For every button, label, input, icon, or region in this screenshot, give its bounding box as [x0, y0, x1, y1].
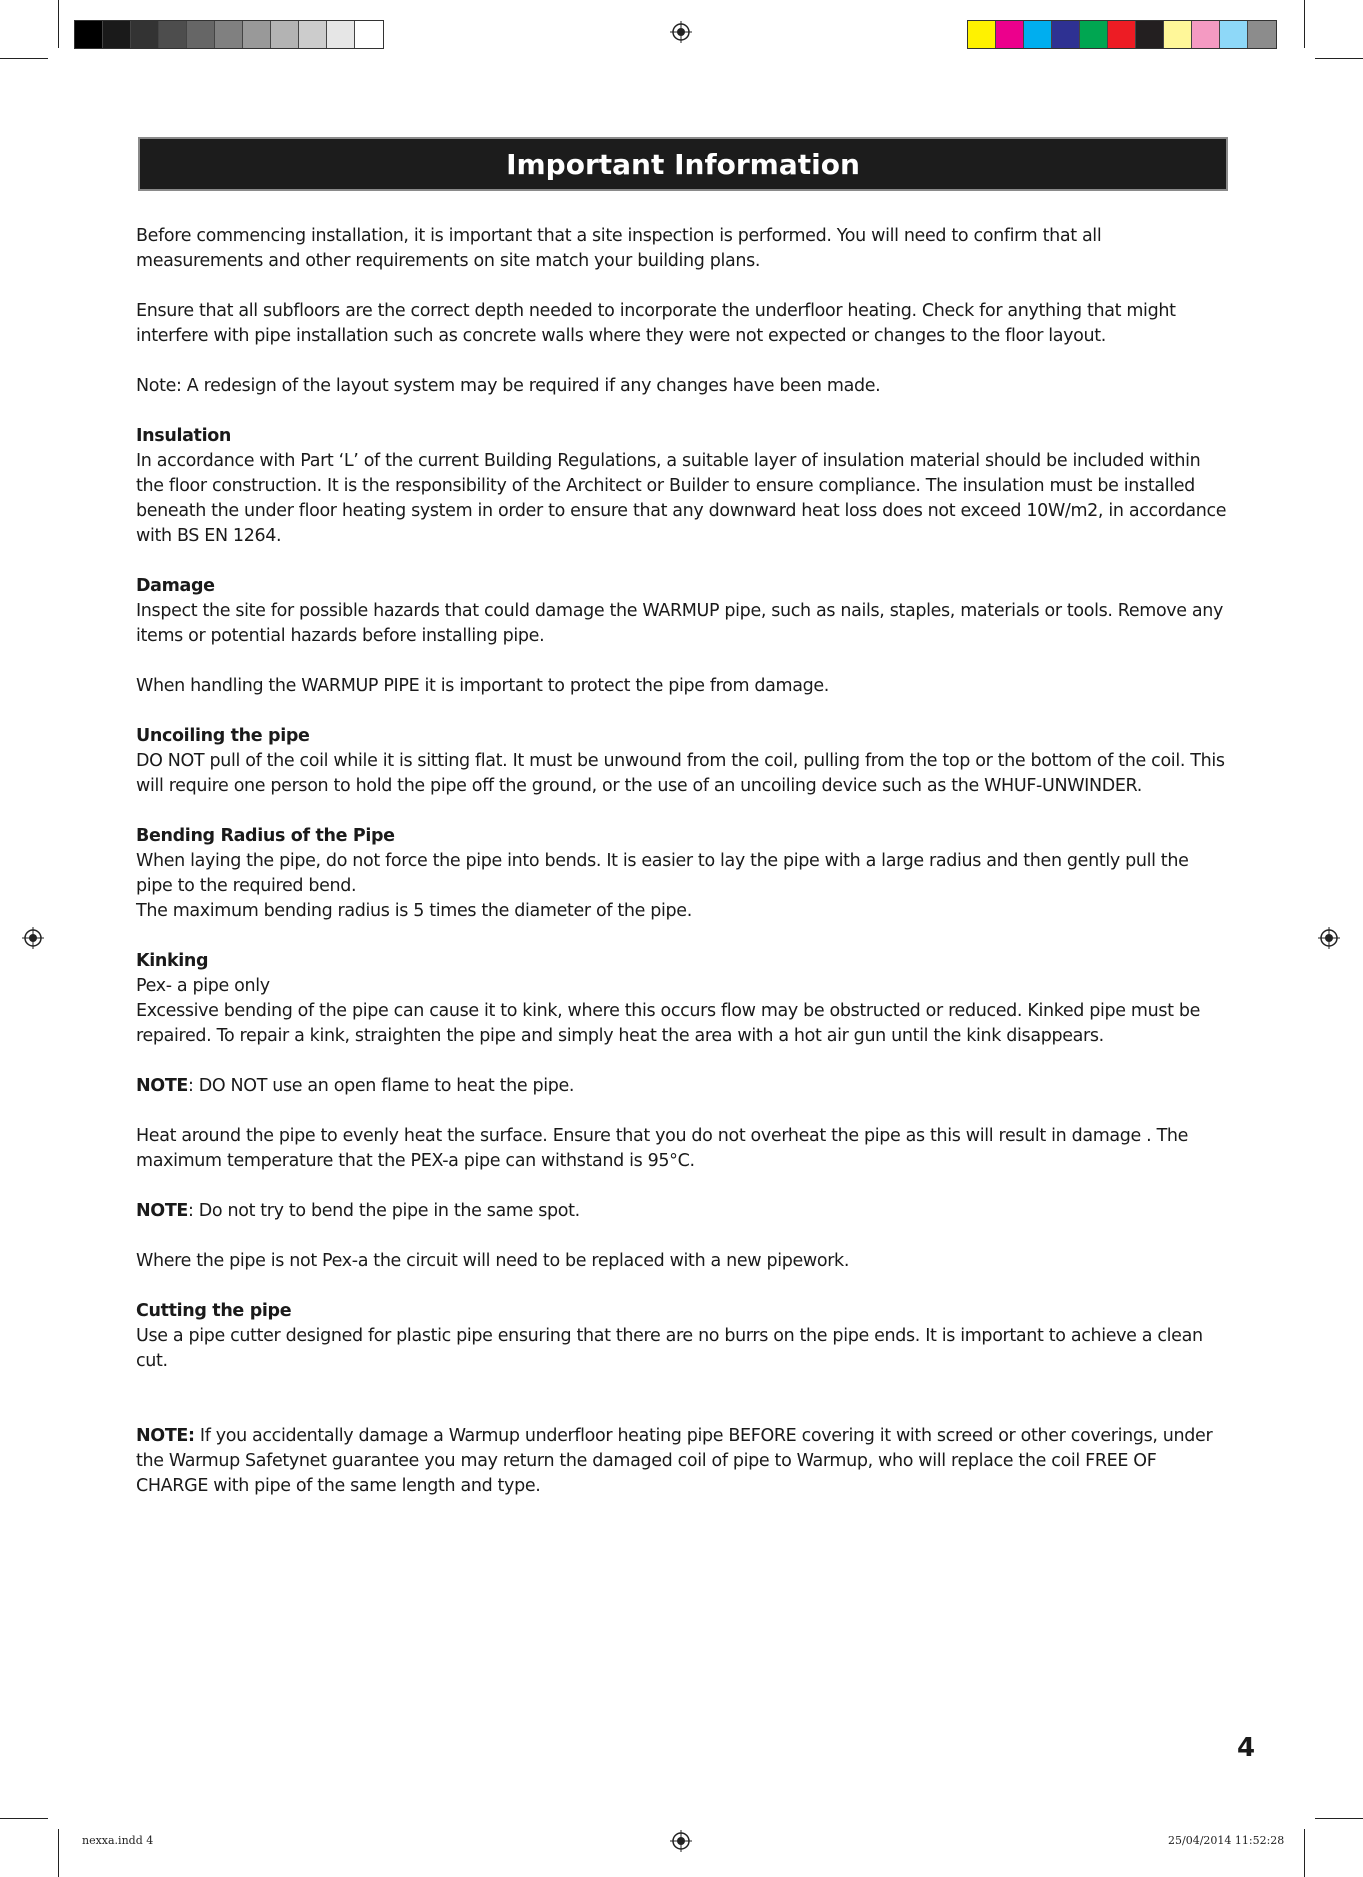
crop-mark: [1315, 58, 1363, 59]
page-number: 4: [1237, 1733, 1256, 1763]
process-color-bar: [967, 20, 1277, 49]
title-banner: [138, 137, 1228, 191]
note-text: : Do not try to bend the pipe in the same spot.: [188, 1201, 580, 1221]
section-heading: Cutting the pipe: [136, 1301, 292, 1321]
color-swatch: [1220, 21, 1248, 48]
section-heading: Kinking: [136, 951, 209, 971]
section-insulation: [136, 424, 1228, 549]
section-text: DO NOT pull of the coil while it is sitting flat. It must be unwound from the coil, pulling from the top or the bottom of the coil. This will require one person to hold the pipe off the ground, or the use of an uncoiling device such as the WHUF-UNWINDER.: [136, 751, 1225, 796]
color-swatch: [215, 21, 243, 48]
note-label: NOTE: [136, 1076, 189, 1096]
final-note-paragraph: [136, 1424, 1228, 1499]
note-paragraph: [136, 1074, 1228, 1099]
registration-mark-icon: [670, 21, 692, 43]
intro-note: Note: A redesign of the layout system may be required if any changes have been made.: [136, 376, 881, 396]
color-swatch: [75, 21, 103, 48]
note-label: NOTE:: [136, 1426, 195, 1446]
footer-timestamp: 25/04/2014 11:52:28: [1168, 1834, 1285, 1847]
color-swatch: [1248, 21, 1276, 48]
color-swatch: [103, 21, 131, 48]
section-text: When laying the pipe, do not force the pipe into bends. It is easier to lay the pipe with a large radius and then gently pull the pipe to the required bend.: [136, 851, 1189, 896]
crop-mark: [58, 0, 59, 48]
color-swatch: [159, 21, 187, 48]
section-text: Heat around the pipe to evenly heat the surface. Ensure that you do not overheat the pipe as this will result in damage . The maximum temperature that the PEX-a pipe can withstand is 95°C.: [136, 1126, 1189, 1171]
registration-mark-icon: [1318, 927, 1340, 949]
section-damage: [136, 574, 1228, 649]
color-swatch: [1164, 21, 1192, 48]
color-swatch: [271, 21, 299, 48]
note-label: NOTE: [136, 1201, 189, 1221]
intro-paragraph: Ensure that all subfloors are the correct depth needed to incorporate the underfloor heating. Check for anything that might interfere with pipe installation such as concrete walls where they were not expected or changes to the floor layout.: [136, 301, 1176, 346]
crop-mark: [0, 58, 48, 59]
page-title: Important Information: [506, 147, 860, 181]
color-swatch: [996, 21, 1024, 48]
section-cutting: [136, 1299, 1228, 1374]
footer-filename: nexxa.indd 4: [82, 1834, 154, 1847]
registration-mark-icon: [670, 1830, 692, 1852]
section-text: In accordance with Part ‘L’ of the current Building Regulations, a suitable layer of insulation material should be included within the floor construction. It is the responsibility of the Architect or Builder to ensure compliance. The insulation must be installed beneath the under floor heating system in order to ensure that any downward heat loss does not exceed 10W/m2, in accordance with BS EN 1264.: [136, 451, 1227, 546]
section-text: When handling the WARMUP PIPE it is important to protect the pipe from damage.: [136, 676, 829, 696]
intro-paragraph: Before commencing installation, it is important that a site inspection is performed. You will need to confirm that all measurements and other requirements on site match your building plans.: [136, 226, 1102, 271]
section-text: Use a pipe cutter designed for plastic pipe ensuring that there are no burrs on the pipe ends. It is important to achieve a clean cut.: [136, 1326, 1203, 1371]
section-subheading: Pex- a pipe only: [136, 976, 270, 996]
color-swatch: [327, 21, 355, 48]
section-heading: Uncoiling the pipe: [136, 726, 310, 746]
color-swatch: [243, 21, 271, 48]
color-swatch: [1080, 21, 1108, 48]
color-swatch: [187, 21, 215, 48]
color-swatch: [1136, 21, 1164, 48]
crop-mark: [0, 1818, 48, 1819]
crop-mark: [1315, 1818, 1363, 1819]
section-text: Where the pipe is not Pex-a the circuit will need to be replaced with a new pipework.: [136, 1251, 850, 1271]
crop-mark: [1304, 0, 1305, 48]
section-heading: Damage: [136, 576, 215, 596]
section-kinking: [136, 949, 1228, 1049]
registration-mark-icon: [22, 927, 44, 949]
grayscale-color-bar: [74, 20, 384, 49]
color-swatch: [299, 21, 327, 48]
color-swatch: [1052, 21, 1080, 48]
color-swatch: [355, 21, 383, 48]
color-swatch: [968, 21, 996, 48]
section-text: Excessive bending of the pipe can cause it to kink, where this occurs flow may be obstructed or reduced. Kinked pipe must be repaired. To repair a kink, straighten the pipe and simply heat the area with a hot air gun until the kink disappears.: [136, 1001, 1201, 1046]
note-text: : DO NOT use an open flame to heat the pipe.: [188, 1076, 575, 1096]
section-text: The maximum bending radius is 5 times the diameter of the pipe.: [136, 901, 692, 921]
crop-mark: [1304, 1829, 1305, 1877]
note-text: If you accidentally damage a Warmup underfloor heating pipe BEFORE covering it with screed or other coverings, under the Warmup Safetynet guarantee you may return the damaged coil of pipe to Warmup, who will replace the coil FREE OF CHARGE with pipe of the same length and type.: [136, 1426, 1213, 1496]
color-swatch: [1024, 21, 1052, 48]
color-swatch: [1192, 21, 1220, 48]
section-uncoiling: [136, 724, 1228, 799]
section-heading: Bending Radius of the Pipe: [136, 826, 395, 846]
color-swatch: [1108, 21, 1136, 48]
section-text: Inspect the site for possible hazards that could damage the WARMUP pipe, such as nails, staples, materials or tools. Remove any items or potential hazards before installing pipe.: [136, 601, 1224, 646]
document-body: [136, 224, 1228, 1524]
note-paragraph: [136, 1199, 1228, 1224]
section-heading: Insulation: [136, 426, 231, 446]
color-swatch: [131, 21, 159, 48]
crop-mark: [58, 1829, 59, 1877]
section-bending: [136, 824, 1228, 924]
